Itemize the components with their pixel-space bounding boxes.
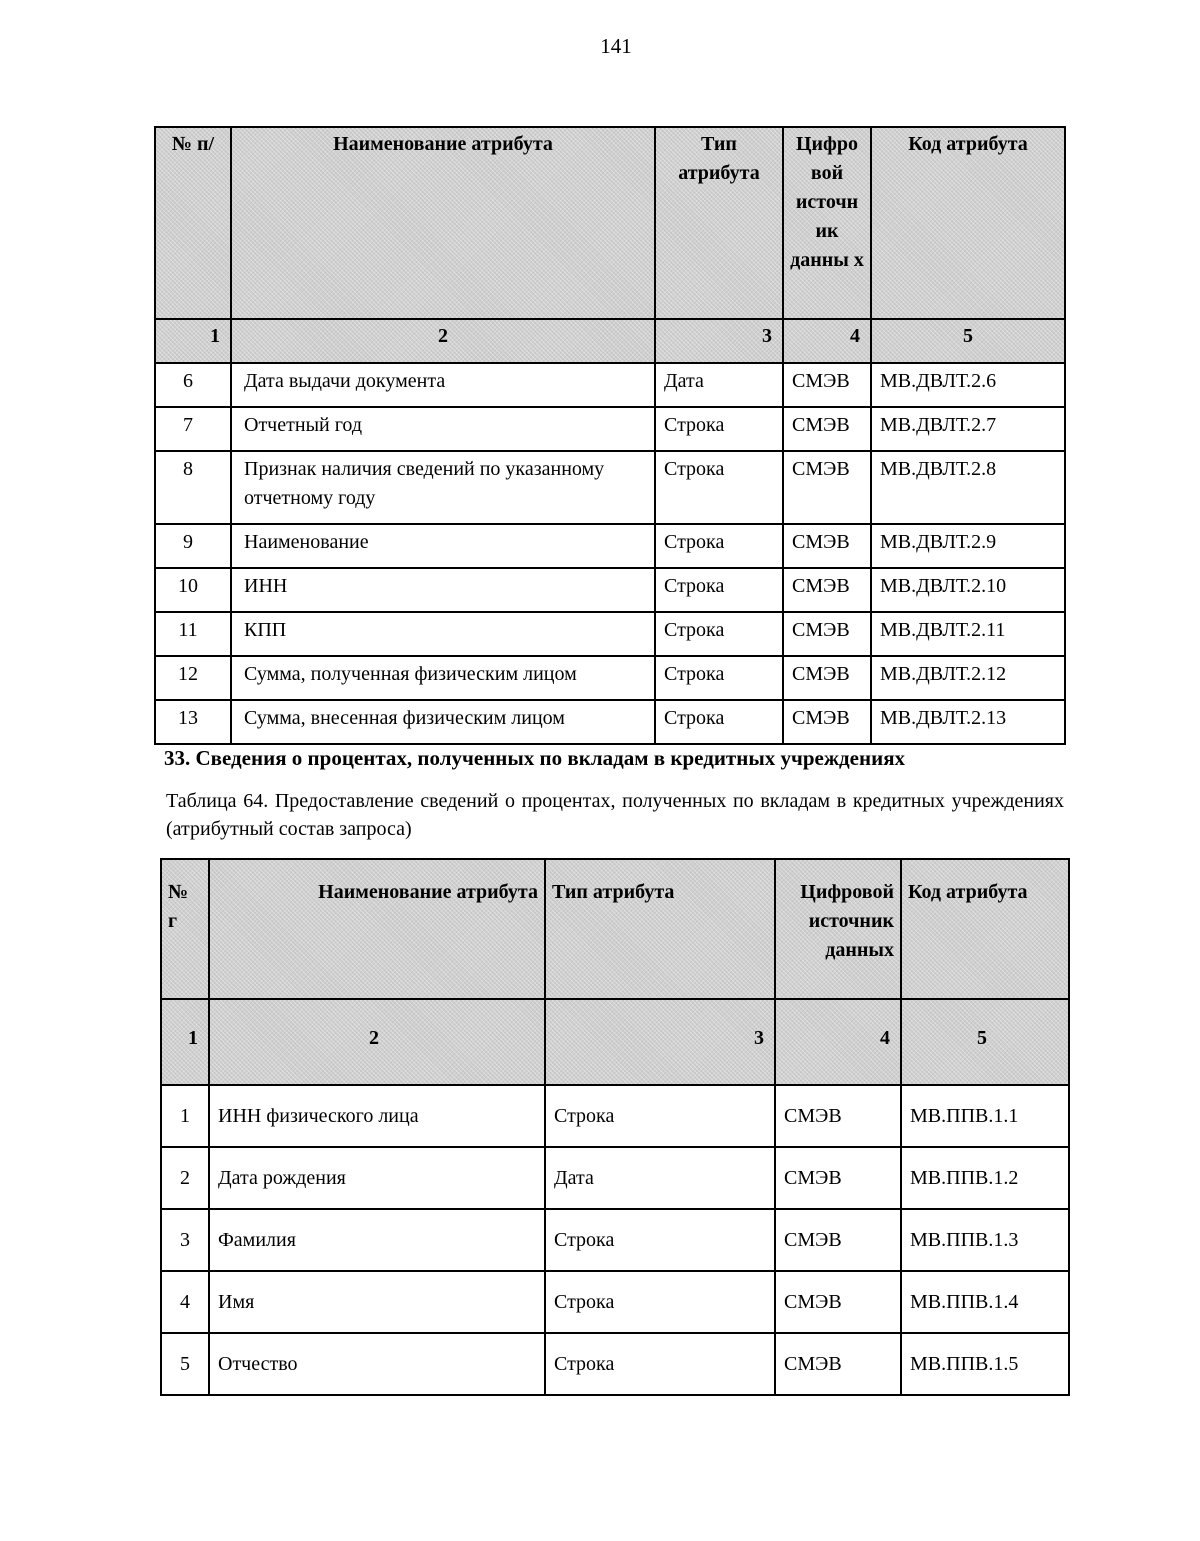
row-number: 1 bbox=[161, 1085, 209, 1147]
attribute-name: ИНН физического лица bbox=[209, 1085, 545, 1147]
column-number: 1 bbox=[155, 319, 231, 363]
attribute-code: МВ.ППВ.1.5 bbox=[901, 1333, 1069, 1395]
header-data-source: Цифро вой источн ик данны х bbox=[783, 127, 871, 319]
attributes-table-2 bbox=[160, 858, 1070, 1396]
section-heading: 33. Сведения о процентах, полученных по вкладам в кредитных учреждениях bbox=[164, 746, 906, 770]
row-number: 2 bbox=[161, 1147, 209, 1209]
data-source: СМЭВ bbox=[783, 363, 871, 407]
data-source: СМЭВ bbox=[783, 568, 871, 612]
row-number: 12 bbox=[155, 656, 231, 700]
table-caption: Таблица 64. Предоставление сведений о процентах, полученных по вкладам в кредитных учреждениях (атрибутный состав запроса) bbox=[166, 790, 1064, 840]
attribute-name: Наименование bbox=[231, 524, 655, 568]
attribute-type: Строка bbox=[545, 1085, 775, 1147]
column-number: 1 bbox=[161, 999, 209, 1085]
data-source: СМЭВ bbox=[783, 700, 871, 744]
data-source: СМЭВ bbox=[775, 1147, 901, 1209]
data-source: СМЭВ bbox=[783, 524, 871, 568]
attribute-type: Строка bbox=[545, 1209, 775, 1271]
table-header-row bbox=[161, 859, 1069, 999]
column-number: 4 bbox=[783, 319, 871, 363]
table-row bbox=[161, 1085, 1069, 1147]
table-row bbox=[155, 524, 1065, 568]
table-row bbox=[155, 363, 1065, 407]
column-number: 5 bbox=[901, 999, 1069, 1085]
row-number: 4 bbox=[161, 1271, 209, 1333]
data-source: СМЭВ bbox=[783, 407, 871, 451]
header-attribute-name: Наименование атрибута bbox=[231, 127, 655, 319]
row-number: 13 bbox=[155, 700, 231, 744]
attribute-type: Дата bbox=[545, 1147, 775, 1209]
attribute-type: Строка bbox=[655, 700, 783, 744]
attribute-name: Дата рождения bbox=[209, 1147, 545, 1209]
attribute-code: МВ.ДВЛТ.2.12 bbox=[871, 656, 1065, 700]
attribute-name: Дата выдачи документа bbox=[231, 363, 655, 407]
attribute-name: ИНН bbox=[231, 568, 655, 612]
attribute-type: Дата bbox=[655, 363, 783, 407]
attributes-table-1 bbox=[154, 126, 1066, 745]
header-attribute-code: Код атрибута bbox=[871, 127, 1065, 319]
attribute-name: Фамилия bbox=[209, 1209, 545, 1271]
header-row-number: № п/ bbox=[155, 127, 231, 319]
attribute-code: МВ.ДВЛТ.2.9 bbox=[871, 524, 1065, 568]
header-data-source: Цифровой источник данных bbox=[775, 859, 901, 999]
attribute-type: Строка bbox=[655, 612, 783, 656]
row-number: 7 bbox=[155, 407, 231, 451]
attribute-name: Сумма, внесенная физическим лицом bbox=[231, 700, 655, 744]
attribute-name: Признак наличия сведений по указанному отчетному году bbox=[231, 451, 655, 524]
attribute-type: Строка bbox=[545, 1271, 775, 1333]
column-number: 2 bbox=[231, 319, 655, 363]
column-number: 4 bbox=[775, 999, 901, 1085]
data-source: СМЭВ bbox=[775, 1085, 901, 1147]
row-number: 3 bbox=[161, 1209, 209, 1271]
header-attribute-name: Наименование атрибута bbox=[209, 859, 545, 999]
attribute-name: Сумма, полученная физическим лицом bbox=[231, 656, 655, 700]
data-source: СМЭВ bbox=[783, 451, 871, 524]
data-source: СМЭВ bbox=[775, 1333, 901, 1395]
attribute-code: МВ.ДВЛТ.2.10 bbox=[871, 568, 1065, 612]
data-source: СМЭВ bbox=[783, 656, 871, 700]
table-row bbox=[161, 1147, 1069, 1209]
column-number: 2 bbox=[209, 999, 545, 1085]
attribute-type: Строка bbox=[545, 1333, 775, 1395]
attribute-code: МВ.ДВЛТ.2.7 bbox=[871, 407, 1065, 451]
table-row bbox=[161, 1271, 1069, 1333]
table-row bbox=[161, 1209, 1069, 1271]
attribute-name: Отчетный год bbox=[231, 407, 655, 451]
attribute-code: МВ.ДВЛТ.2.11 bbox=[871, 612, 1065, 656]
table-row bbox=[155, 568, 1065, 612]
table-row bbox=[155, 407, 1065, 451]
attribute-code: МВ.ППВ.1.1 bbox=[901, 1085, 1069, 1147]
attribute-code: МВ.ДВЛТ.2.6 bbox=[871, 363, 1065, 407]
attribute-code: МВ.ППВ.1.3 bbox=[901, 1209, 1069, 1271]
attribute-type: Строка bbox=[655, 524, 783, 568]
attribute-code: МВ.ДВЛТ.2.8 bbox=[871, 451, 1065, 524]
attribute-name: Имя bbox=[209, 1271, 545, 1333]
table-row bbox=[155, 700, 1065, 744]
attribute-type: Строка bbox=[655, 407, 783, 451]
attribute-name: КПП bbox=[231, 612, 655, 656]
row-number: 10 bbox=[155, 568, 231, 612]
table-row bbox=[155, 612, 1065, 656]
column-number: 3 bbox=[655, 319, 783, 363]
row-number: 11 bbox=[155, 612, 231, 656]
data-source: СМЭВ bbox=[775, 1271, 901, 1333]
table-row bbox=[155, 656, 1065, 700]
column-number-row bbox=[155, 319, 1065, 363]
attribute-type: Строка bbox=[655, 451, 783, 524]
table-header-row bbox=[155, 127, 1065, 319]
header-attribute-type: Тип атрибута bbox=[655, 127, 783, 319]
data-source: СМЭВ bbox=[783, 612, 871, 656]
table-row bbox=[155, 451, 1065, 524]
row-number: 5 bbox=[161, 1333, 209, 1395]
header-row-number: № г bbox=[161, 859, 209, 999]
attribute-name: Отчество bbox=[209, 1333, 545, 1395]
attribute-code: МВ.ДВЛТ.2.13 bbox=[871, 700, 1065, 744]
header-attribute-code: Код атрибута bbox=[901, 859, 1069, 999]
attribute-code: МВ.ППВ.1.2 bbox=[901, 1147, 1069, 1209]
column-number: 3 bbox=[545, 999, 775, 1085]
attribute-type: Строка bbox=[655, 568, 783, 612]
table-row bbox=[161, 1333, 1069, 1395]
row-number: 6 bbox=[155, 363, 231, 407]
row-number: 8 bbox=[155, 451, 231, 524]
page-number: 141 bbox=[600, 34, 632, 58]
column-number: 5 bbox=[871, 319, 1065, 363]
data-source: СМЭВ bbox=[775, 1209, 901, 1271]
row-number: 9 bbox=[155, 524, 231, 568]
column-number-row bbox=[161, 999, 1069, 1085]
attribute-code: МВ.ППВ.1.4 bbox=[901, 1271, 1069, 1333]
attribute-type: Строка bbox=[655, 656, 783, 700]
header-attribute-type: Тип атрибута bbox=[545, 859, 775, 999]
